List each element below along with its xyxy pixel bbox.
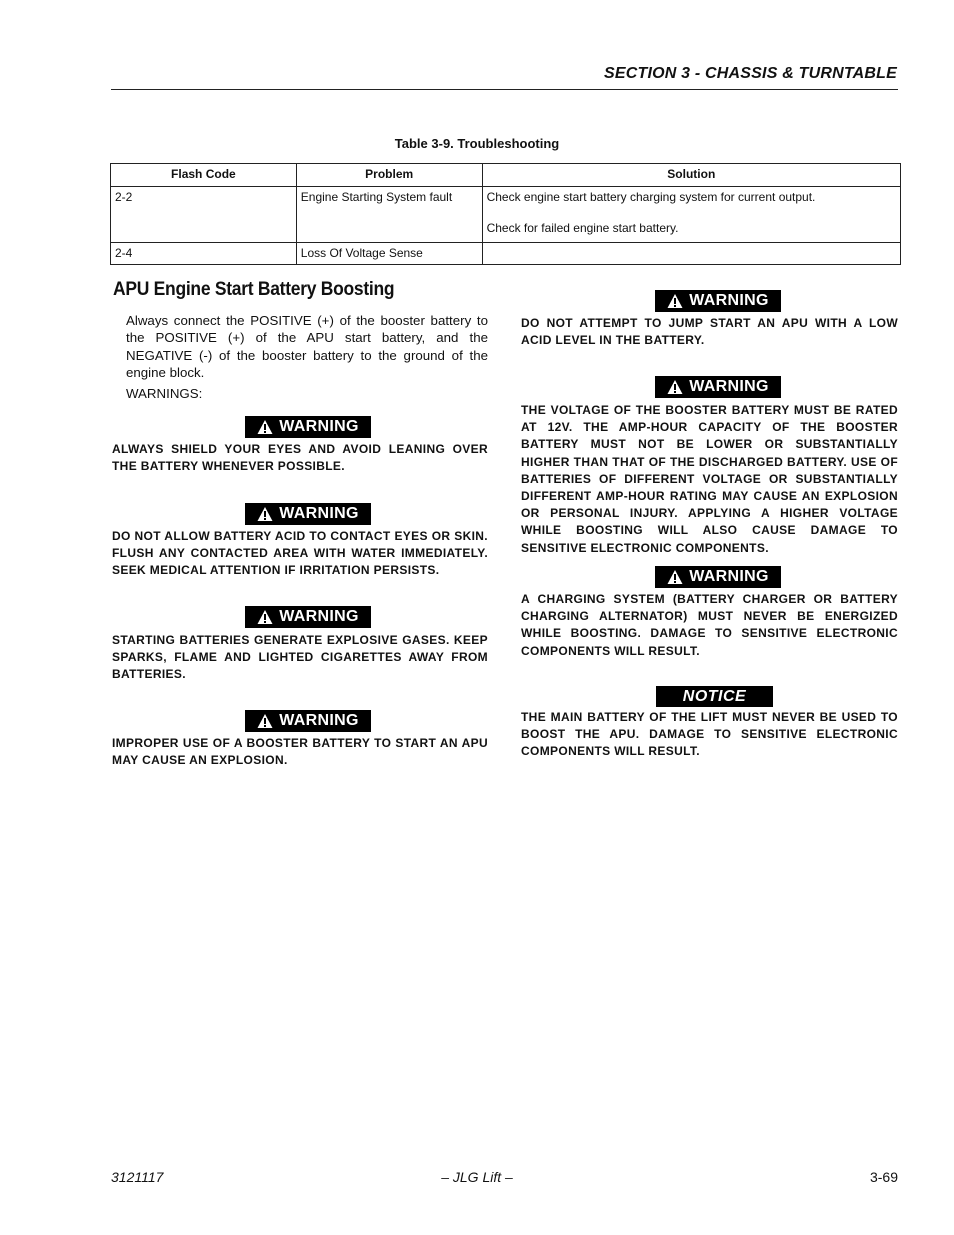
notice-text: THE MAIN BATTERY OF THE LIFT MUST NEVER BE USED TO BOOST THE APU. DAMAGE TO SENSITIVE ELECTRONIC COMPONENTS WILL RESULT. (521, 710, 898, 759)
notice-badge (656, 686, 773, 707)
problem-cell: Loss Of Voltage Sense (296, 243, 482, 265)
warning-badge (655, 566, 781, 588)
warning-badge (245, 503, 371, 525)
warning-text: DO NOT ALLOW BATTERY ACID TO CONTACT EYES OR SKIN. FLUSH ANY CONTACTED AREA WITH WATER IMMEDIATELY. SEEK MEDICAL ATTENTION IF IRRITATION PERSISTS. (112, 529, 488, 578)
warning-text: THE VOLTAGE OF THE BOOSTER BATTERY MUST BE RATED AT 12V. THE AMP-HOUR CAPACITY OF THE BOOSTER BATTERY MUST NOT BE LOWER OR SUBSTANTIALLY HIGHER THAN THAT OF THE DISCHARGED BATTERY. USE OF BATTERIES OF DIFFERENT VOLTAGE OR SUBSTANTIALLY DIFFERENT AMP-HOUR RATING MAY CAUSE AN EXPLOSION OR PERSONAL INJURY. APPLYING A HIGHER VOLTAGE WHILE BOOSTING WILL ALSO CAUSE DAMAGE TO SENSITIVE ELECTRONIC COMPONENTS. (521, 403, 898, 555)
warning-badge (245, 606, 371, 628)
warning-badge-label: WARNING (689, 378, 769, 395)
warning-text: A CHARGING SYSTEM (BATTERY CHARGER OR BATTERY CHARGING ALTERNATOR) MUST NEVER BE ENERGIZED WHILE BOOSTING. DAMAGE TO SENSITIVE ELECTRONIC COMPONENTS WILL RESULT. (521, 592, 898, 658)
table-row (111, 243, 901, 265)
table-caption: Table 3-9. Troubleshooting (394, 136, 560, 151)
warning-text: IMPROPER USE OF A BOOSTER BATTERY TO START AN APU MAY CAUSE AN EXPLOSION. (112, 736, 488, 768)
warning-triangle-icon (257, 419, 273, 435)
warning-badge-label: WARNING (279, 712, 359, 729)
table-row (111, 187, 901, 243)
footer-doc-number: 3121117 (111, 1169, 164, 1185)
flash-code-cell: 2-4 (111, 243, 297, 265)
intro-paragraph: Always connect the POSITIVE (+) of the booster battery to the POSITIVE (+) of the APU start battery, and the NEGATIVE (-) of the booster battery to the ground of the engine block. (126, 313, 488, 380)
warning-badge (245, 710, 371, 732)
warning-triangle-icon (257, 609, 273, 625)
warning-badge-label: WARNING (279, 505, 359, 522)
warning-triangle-icon (667, 379, 683, 395)
warning-triangle-icon (667, 569, 683, 585)
warnings-label: WARNINGS: (126, 386, 203, 402)
column-header-flash-code: Flash Code (111, 164, 297, 187)
warning-triangle-icon (257, 713, 273, 729)
warning-badge (245, 416, 371, 438)
footer-page-number: 3-69 (869, 1169, 898, 1185)
solution-line: Check for failed engine start battery. (486, 221, 679, 235)
solution-cell (482, 243, 900, 265)
warning-badge (655, 290, 781, 312)
warning-text: DO NOT ATTEMPT TO JUMP START AN APU WITH A LOW ACID LEVEL IN THE BATTERY. (521, 316, 898, 348)
notice-badge-label: NOTICE (682, 687, 747, 705)
intro-text (126, 312, 488, 406)
column-header-problem: Problem (296, 164, 482, 187)
warning-text: STARTING BATTERIES GENERATE EXPLOSIVE GASES. KEEP SPARKS, FLAME AND LIGHTED CIGARETTES AWAY FROM BATTERIES. (112, 633, 488, 682)
solution-line: Check engine start battery charging system for current output. (486, 190, 816, 204)
section-heading: APU Engine Start Battery Boosting (113, 279, 395, 300)
troubleshooting-table (110, 163, 901, 265)
warning-badge-label: WARNING (279, 418, 359, 435)
warning-badge (655, 376, 781, 398)
footer-center: – JLG Lift – (441, 1169, 513, 1185)
section-header-title: SECTION 3 - CHASSIS & TURNTABLE (603, 65, 897, 82)
warning-text: ALWAYS SHIELD YOUR EYES AND AVOID LEANING OVER THE BATTERY WHENEVER POSSIBLE. (112, 442, 488, 474)
flash-code-cell: 2-2 (111, 187, 297, 243)
warning-badge-label: WARNING (689, 568, 769, 585)
warning-triangle-icon (257, 506, 273, 522)
warning-badge-label: WARNING (689, 292, 769, 309)
header-rule (111, 89, 898, 90)
solution-cell (482, 187, 900, 243)
problem-cell: Engine Starting System fault (296, 187, 482, 243)
table-header-row (111, 164, 901, 187)
column-header-solution: Solution (482, 164, 900, 187)
warning-badge-label: WARNING (279, 608, 359, 625)
warning-triangle-icon (667, 293, 683, 309)
